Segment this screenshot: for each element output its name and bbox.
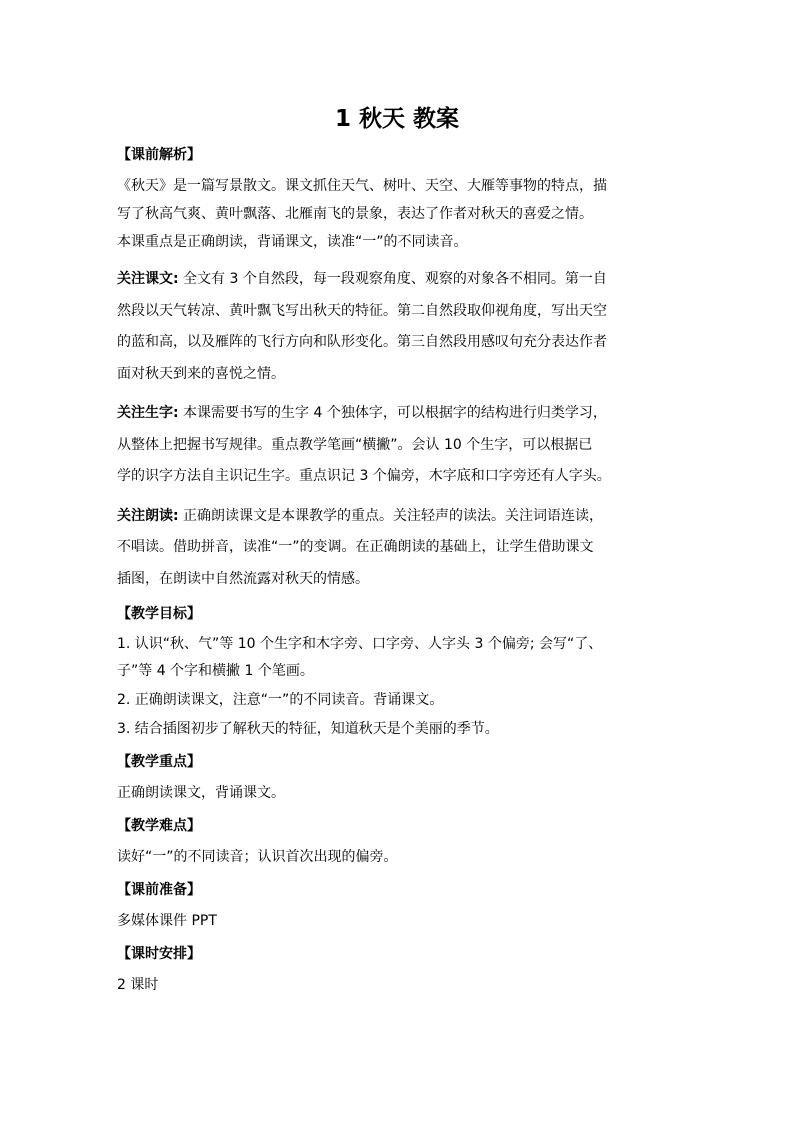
analysis-intro xyxy=(117,172,682,256)
chars-focus-paragraph xyxy=(117,398,682,493)
reading-focus-label: 关注朗读: xyxy=(117,507,179,524)
intro-line: 本课重点是正确朗读，背诵课文，读准“一”的不同读音。 xyxy=(117,234,468,250)
preparation-section xyxy=(117,877,682,935)
intro-line: 写了秋高气爽、黄叶飘落、北雁南飞的景象，表达了作者对秋天的喜爱之情。 xyxy=(117,206,593,222)
text-focus-paragraph xyxy=(117,264,682,390)
key-points-text: 正确朗读课文，背诵课文。 xyxy=(117,785,285,801)
para-line: 然段以天气转凉、黄叶飘飞写出秋天的特征。第二自然段取仰视角度，写出天空 xyxy=(117,302,607,319)
list-item xyxy=(117,687,682,714)
analysis-heading: 【课前解析】 xyxy=(117,147,201,163)
para-line: 插图，在朗读中自然流露对秋天的情感。 xyxy=(117,570,369,587)
difficulties-heading: 【教学难点】 xyxy=(117,818,201,834)
difficulties-text: 读好“一”的不同读音；认识首次出现的偏旁。 xyxy=(117,849,398,865)
para-line: 的蓝和高，以及雁阵的飞行方向和队形变化。第三自然段用感叹句充分表达作者 xyxy=(117,334,607,350)
preparation-heading: 【课前准备】 xyxy=(117,882,201,898)
key-points-heading: 【教学重点】 xyxy=(117,754,201,770)
chars-focus-label: 关注生字: xyxy=(117,405,179,421)
para-line xyxy=(117,501,682,533)
list-item xyxy=(117,716,682,743)
document-body xyxy=(117,142,682,999)
key-points-section xyxy=(117,749,682,807)
para-text: 本课需要书写的生字 4 个独体字，可以根据字的结构进行归类学习， xyxy=(178,405,607,421)
intro-line: 《秋天》是一篇写景散文。课文抓住天气、树叶、天空、大雁等事物的特点，描 xyxy=(117,178,607,194)
reading-focus-paragraph xyxy=(117,501,682,596)
schedule-text: 2 课时 xyxy=(117,977,159,993)
preparation-text: 多媒体课件 PPT xyxy=(117,913,217,929)
para-text: 正确朗读课文是本课教学的重点。关注轻声的读法。关注词语连读， xyxy=(178,507,604,524)
para-line xyxy=(117,398,682,430)
list-item xyxy=(117,631,682,685)
para-line: 从整体上把握书写规律。重点教学笔画“横撇”。会认 10 个生字，可以根据已 xyxy=(117,436,593,453)
para-line: 学的识字方法自主识记生字。重点识记 3 个偏旁，木字底和口字旁还有人字头。 xyxy=(117,468,611,484)
list-item-line: 子”等 4 个字和横撇 1 个笔画。 xyxy=(117,663,314,679)
difficulties-section xyxy=(117,813,682,871)
schedule-section xyxy=(117,941,682,999)
list-item-line: 2. 正确朗读课文，注意“一”的不同读音。背诵课文。 xyxy=(117,692,444,708)
goals-heading: 【教学目标】 xyxy=(117,606,201,622)
goals-section xyxy=(117,601,682,743)
text-focus-label: 关注课文: xyxy=(117,271,179,287)
schedule-heading: 【课时安排】 xyxy=(117,946,201,962)
page-title: 1 秋天 教案 xyxy=(334,106,460,132)
para-line: 面对秋天到来的喜悦之情。 xyxy=(117,365,285,382)
para-line xyxy=(117,264,682,296)
list-item-line: 1. 认识“秋、气”等 10 个生字和木字旁、口字旁、人字头 3 个偏旁; 会写“了、 xyxy=(117,636,603,652)
para-text: 全文有 3 个自然段，每一段观察角度、观察的对象各不相同。第一自 xyxy=(178,271,607,287)
para-line: 不唱读。借助拼音，读准“一”的变调。在正确朗读的基础上，让学生借助课文 xyxy=(117,539,594,555)
list-item-line: 3. 结合插图初步了解秋天的特征，知道秋天是个美丽的季节。 xyxy=(117,721,499,737)
